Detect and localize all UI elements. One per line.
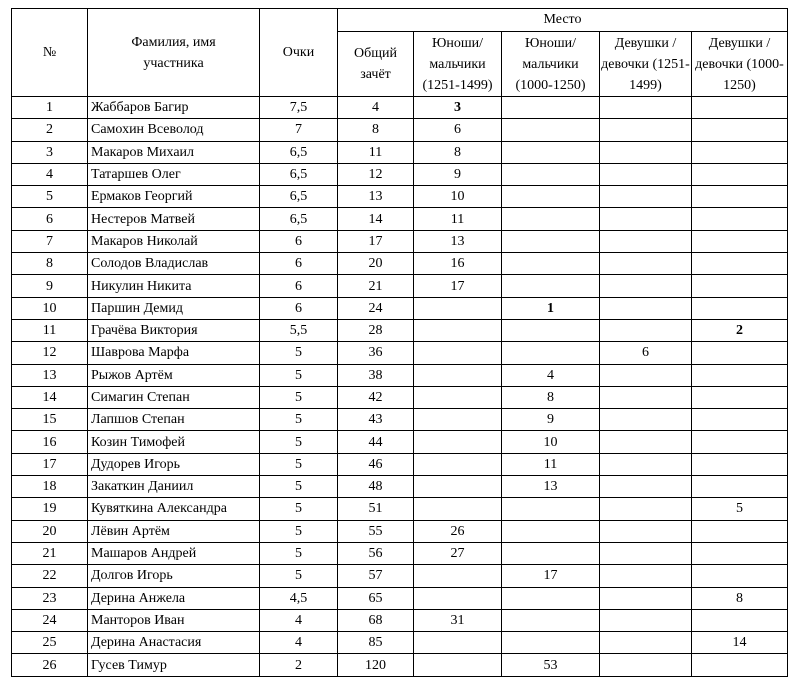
- cell-overall: 85: [338, 632, 414, 654]
- cell-number: 16: [12, 431, 88, 453]
- cell-name: Лапшов Степан: [88, 409, 260, 431]
- cell-boys-1000-1250: 10: [502, 431, 600, 453]
- table-row: [12, 542, 788, 564]
- cell-boys-1000-1250: [502, 587, 600, 609]
- cell-points: 4: [260, 632, 338, 654]
- cell-number: 21: [12, 542, 88, 564]
- cell-overall: 43: [338, 409, 414, 431]
- cell-name: Кувяткина Александра: [88, 498, 260, 520]
- header-name: [88, 9, 260, 97]
- cell-number: 15: [12, 409, 88, 431]
- cell-girls-1000-1250: [692, 230, 788, 252]
- cell-name: Машаров Андрей: [88, 542, 260, 564]
- table-row: [12, 364, 788, 386]
- cell-name: Жаббаров Багир: [88, 97, 260, 119]
- cell-girls-1000-1250: [692, 453, 788, 475]
- cell-name: Никулин Никита: [88, 275, 260, 297]
- cell-points: 5: [260, 342, 338, 364]
- cell-number: 8: [12, 253, 88, 275]
- cell-name: Закаткин Даниил: [88, 476, 260, 498]
- cell-overall: 24: [338, 297, 414, 319]
- cell-number: 5: [12, 186, 88, 208]
- cell-boys-1000-1250: [502, 275, 600, 297]
- cell-girls-1000-1250: [692, 342, 788, 364]
- cell-points: 6: [260, 230, 338, 252]
- cell-boys-1000-1250: [502, 208, 600, 230]
- cell-girls-1251-1499: [600, 453, 692, 475]
- cell-name: Рыжов Артём: [88, 364, 260, 386]
- cell-name: Солодов Владислав: [88, 253, 260, 275]
- cell-points: 5: [260, 386, 338, 408]
- cell-number: 9: [12, 275, 88, 297]
- cell-points: 5: [260, 409, 338, 431]
- cell-girls-1251-1499: [600, 97, 692, 119]
- cell-girls-1000-1250: [692, 431, 788, 453]
- table-row: [12, 453, 788, 475]
- cell-number: 4: [12, 163, 88, 185]
- cell-number: 12: [12, 342, 88, 364]
- cell-boys-1251-1499: 8: [414, 141, 502, 163]
- cell-girls-1000-1250: [692, 253, 788, 275]
- cell-overall: 120: [338, 654, 414, 676]
- cell-name: Лёвин Артём: [88, 520, 260, 542]
- cell-boys-1251-1499: [414, 453, 502, 475]
- cell-boys-1000-1250: [502, 119, 600, 141]
- cell-overall: 17: [338, 230, 414, 252]
- cell-girls-1251-1499: [600, 632, 692, 654]
- cell-boys-1251-1499: 13: [414, 230, 502, 252]
- table-row: [12, 632, 788, 654]
- cell-overall: 48: [338, 476, 414, 498]
- table-row: [12, 409, 788, 431]
- cell-girls-1251-1499: [600, 119, 692, 141]
- cell-girls-1251-1499: [600, 386, 692, 408]
- table-row: [12, 654, 788, 676]
- cell-number: 2: [12, 119, 88, 141]
- cell-overall: 68: [338, 609, 414, 631]
- cell-number: 22: [12, 565, 88, 587]
- cell-girls-1251-1499: [600, 587, 692, 609]
- cell-girls-1251-1499: [600, 498, 692, 520]
- cell-boys-1251-1499: [414, 342, 502, 364]
- cell-boys-1000-1250: [502, 520, 600, 542]
- cell-boys-1251-1499: [414, 565, 502, 587]
- table-row: [12, 386, 788, 408]
- table-row: [12, 520, 788, 542]
- cell-boys-1251-1499: 10: [414, 186, 502, 208]
- cell-number: 24: [12, 609, 88, 631]
- cell-boys-1251-1499: 17: [414, 275, 502, 297]
- cell-name: Макаров Николай: [88, 230, 260, 252]
- cell-girls-1251-1499: [600, 542, 692, 564]
- table-row: [12, 275, 788, 297]
- cell-girls-1000-1250: [692, 275, 788, 297]
- table-row: [12, 565, 788, 587]
- cell-girls-1000-1250: [692, 208, 788, 230]
- results-document: [11, 8, 788, 677]
- cell-name: Паршин Демид: [88, 297, 260, 319]
- cell-points: 7: [260, 119, 338, 141]
- cell-number: 26: [12, 654, 88, 676]
- cell-number: 23: [12, 587, 88, 609]
- table-row: [12, 431, 788, 453]
- cell-name: Макаров Михаил: [88, 141, 260, 163]
- cell-boys-1251-1499: [414, 364, 502, 386]
- cell-number: 1: [12, 97, 88, 119]
- table-row: [12, 119, 788, 141]
- header-boys-1000-1250-text: Юноши/ мальчики (1000-1250): [515, 35, 586, 93]
- cell-number: 7: [12, 230, 88, 252]
- table-row: [12, 498, 788, 520]
- cell-girls-1251-1499: [600, 565, 692, 587]
- cell-points: 6,5: [260, 141, 338, 163]
- table-row: [12, 186, 788, 208]
- cell-points: 6: [260, 275, 338, 297]
- cell-points: 2: [260, 654, 338, 676]
- cell-girls-1251-1499: [600, 275, 692, 297]
- cell-boys-1251-1499: [414, 587, 502, 609]
- cell-girls-1000-1250: [692, 141, 788, 163]
- header-girls-1251-1499: [600, 32, 692, 97]
- table-row: [12, 342, 788, 364]
- cell-boys-1000-1250: 53: [502, 654, 600, 676]
- cell-number: 14: [12, 386, 88, 408]
- cell-girls-1251-1499: [600, 431, 692, 453]
- cell-boys-1251-1499: 26: [414, 520, 502, 542]
- cell-boys-1251-1499: [414, 498, 502, 520]
- cell-boys-1251-1499: 9: [414, 163, 502, 185]
- cell-points: 6: [260, 297, 338, 319]
- header-overall-text: Общий зачёт: [354, 46, 397, 82]
- cell-boys-1000-1250: 4: [502, 364, 600, 386]
- cell-points: 5,5: [260, 319, 338, 341]
- cell-name: Самохин Всеволод: [88, 119, 260, 141]
- cell-girls-1251-1499: [600, 476, 692, 498]
- cell-overall: 4: [338, 97, 414, 119]
- cell-overall: 51: [338, 498, 414, 520]
- cell-name: Шаврова Марфа: [88, 342, 260, 364]
- cell-name: Ермаков Георгий: [88, 186, 260, 208]
- cell-overall: 8: [338, 119, 414, 141]
- table-row: [12, 253, 788, 275]
- cell-points: 5: [260, 498, 338, 520]
- cell-girls-1251-1499: [600, 163, 692, 185]
- header-number: №: [12, 9, 88, 97]
- table-row: [12, 163, 788, 185]
- cell-girls-1251-1499: [600, 319, 692, 341]
- header-place: Место: [338, 9, 788, 32]
- table-row: [12, 319, 788, 341]
- cell-number: 17: [12, 453, 88, 475]
- cell-overall: 36: [338, 342, 414, 364]
- cell-number: 19: [12, 498, 88, 520]
- cell-points: 5: [260, 520, 338, 542]
- cell-points: 5: [260, 453, 338, 475]
- cell-overall: 46: [338, 453, 414, 475]
- cell-girls-1251-1499: [600, 141, 692, 163]
- cell-boys-1251-1499: 16: [414, 253, 502, 275]
- cell-girls-1000-1250: [692, 542, 788, 564]
- cell-overall: 13: [338, 186, 414, 208]
- cell-overall: 44: [338, 431, 414, 453]
- cell-boys-1000-1250: 17: [502, 565, 600, 587]
- cell-overall: 14: [338, 208, 414, 230]
- cell-name: Нестеров Матвей: [88, 208, 260, 230]
- header-boys-1251-1499: [414, 32, 502, 97]
- header-overall: [338, 32, 414, 97]
- cell-overall: 12: [338, 163, 414, 185]
- cell-overall: 56: [338, 542, 414, 564]
- cell-girls-1000-1250: [692, 565, 788, 587]
- table-row: [12, 609, 788, 631]
- table-row: [12, 230, 788, 252]
- cell-points: 5: [260, 542, 338, 564]
- cell-girls-1000-1250: 14: [692, 632, 788, 654]
- header-points: Очки: [260, 9, 338, 97]
- cell-number: 3: [12, 141, 88, 163]
- cell-girls-1000-1250: [692, 386, 788, 408]
- cell-name: Дудорев Игорь: [88, 453, 260, 475]
- cell-girls-1000-1250: [692, 476, 788, 498]
- cell-points: 6,5: [260, 186, 338, 208]
- table-row: [12, 297, 788, 319]
- cell-boys-1000-1250: 9: [502, 409, 600, 431]
- cell-points: 4,5: [260, 587, 338, 609]
- cell-girls-1251-1499: [600, 364, 692, 386]
- cell-name: Манторов Иван: [88, 609, 260, 631]
- cell-name: Симагин Степан: [88, 386, 260, 408]
- cell-number: 11: [12, 319, 88, 341]
- cell-girls-1000-1250: [692, 97, 788, 119]
- cell-number: 6: [12, 208, 88, 230]
- cell-girls-1251-1499: [600, 520, 692, 542]
- cell-boys-1251-1499: [414, 409, 502, 431]
- cell-number: 25: [12, 632, 88, 654]
- cell-boys-1000-1250: [502, 253, 600, 275]
- table-row: [12, 97, 788, 119]
- cell-boys-1000-1250: [502, 319, 600, 341]
- cell-boys-1000-1250: [502, 609, 600, 631]
- cell-girls-1251-1499: [600, 654, 692, 676]
- cell-boys-1251-1499: [414, 319, 502, 341]
- cell-boys-1251-1499: [414, 476, 502, 498]
- cell-girls-1251-1499: [600, 297, 692, 319]
- cell-overall: 21: [338, 275, 414, 297]
- cell-girls-1251-1499: [600, 253, 692, 275]
- cell-name: Татаршев Олег: [88, 163, 260, 185]
- cell-girls-1000-1250: [692, 654, 788, 676]
- cell-girls-1000-1250: 5: [692, 498, 788, 520]
- cell-number: 10: [12, 297, 88, 319]
- cell-points: 6: [260, 253, 338, 275]
- cell-girls-1251-1499: 6: [600, 342, 692, 364]
- cell-overall: 55: [338, 520, 414, 542]
- cell-girls-1000-1250: 8: [692, 587, 788, 609]
- cell-boys-1000-1250: [502, 498, 600, 520]
- cell-number: 20: [12, 520, 88, 542]
- cell-boys-1251-1499: [414, 431, 502, 453]
- cell-boys-1251-1499: 6: [414, 119, 502, 141]
- cell-boys-1000-1250: [502, 230, 600, 252]
- cell-boys-1000-1250: [502, 542, 600, 564]
- cell-name: Дерина Анжела: [88, 587, 260, 609]
- cell-boys-1000-1250: 11: [502, 453, 600, 475]
- cell-number: 13: [12, 364, 88, 386]
- cell-points: 6,5: [260, 163, 338, 185]
- cell-girls-1251-1499: [600, 208, 692, 230]
- header-boys-1251-1499-text: Юноши/ мальчики (1251-1499): [422, 35, 493, 93]
- header-boys-1000-1250: [502, 32, 600, 97]
- cell-overall: 65: [338, 587, 414, 609]
- cell-name: Козин Тимофей: [88, 431, 260, 453]
- cell-girls-1251-1499: [600, 609, 692, 631]
- cell-boys-1000-1250: [502, 632, 600, 654]
- cell-overall: 38: [338, 364, 414, 386]
- cell-points: 5: [260, 565, 338, 587]
- cell-points: 5: [260, 431, 338, 453]
- cell-boys-1251-1499: 27: [414, 542, 502, 564]
- cell-points: 5: [260, 364, 338, 386]
- cell-girls-1251-1499: [600, 186, 692, 208]
- cell-name: Гусев Тимур: [88, 654, 260, 676]
- cell-overall: 11: [338, 141, 414, 163]
- table-row: [12, 208, 788, 230]
- cell-girls-1000-1250: 2: [692, 319, 788, 341]
- header-girls-1251-1499-text: Девушки / девочки (1251-1499): [601, 35, 690, 93]
- cell-points: 7,5: [260, 97, 338, 119]
- table-row: [12, 587, 788, 609]
- cell-name: Грачёва Виктория: [88, 319, 260, 341]
- cell-girls-1000-1250: [692, 163, 788, 185]
- cell-boys-1000-1250: 13: [502, 476, 600, 498]
- cell-boys-1000-1250: [502, 186, 600, 208]
- cell-overall: 28: [338, 319, 414, 341]
- cell-girls-1000-1250: [692, 186, 788, 208]
- cell-boys-1251-1499: 31: [414, 609, 502, 631]
- cell-boys-1000-1250: [502, 97, 600, 119]
- cell-girls-1000-1250: [692, 297, 788, 319]
- cell-name: Дерина Анастасия: [88, 632, 260, 654]
- cell-boys-1000-1250: [502, 342, 600, 364]
- cell-boys-1000-1250: [502, 141, 600, 163]
- cell-girls-1000-1250: [692, 609, 788, 631]
- cell-girls-1000-1250: [692, 520, 788, 542]
- cell-boys-1251-1499: [414, 386, 502, 408]
- cell-girls-1251-1499: [600, 409, 692, 431]
- header-name-text: Фамилия, имя участника: [131, 34, 216, 71]
- cell-girls-1251-1499: [600, 230, 692, 252]
- cell-overall: 20: [338, 253, 414, 275]
- cell-name: Долгов Игорь: [88, 565, 260, 587]
- cell-overall: 57: [338, 565, 414, 587]
- cell-boys-1000-1250: [502, 163, 600, 185]
- results-body: [12, 97, 788, 677]
- cell-points: 6,5: [260, 208, 338, 230]
- cell-boys-1000-1250: 1: [502, 297, 600, 319]
- cell-boys-1251-1499: [414, 632, 502, 654]
- cell-boys-1251-1499: 11: [414, 208, 502, 230]
- header-girls-1000-1250: [692, 32, 788, 97]
- cell-girls-1000-1250: [692, 409, 788, 431]
- cell-girls-1000-1250: [692, 119, 788, 141]
- cell-boys-1000-1250: 8: [502, 386, 600, 408]
- header-girls-1000-1250-text: Девушки / девочки (1000-1250): [695, 35, 784, 93]
- cell-boys-1251-1499: [414, 297, 502, 319]
- cell-boys-1251-1499: [414, 654, 502, 676]
- cell-girls-1000-1250: [692, 364, 788, 386]
- table-row: [12, 476, 788, 498]
- cell-points: 5: [260, 476, 338, 498]
- cell-boys-1251-1499: 3: [414, 97, 502, 119]
- results-table: [11, 8, 788, 677]
- cell-number: 18: [12, 476, 88, 498]
- cell-points: 4: [260, 609, 338, 631]
- cell-overall: 42: [338, 386, 414, 408]
- table-row: [12, 141, 788, 163]
